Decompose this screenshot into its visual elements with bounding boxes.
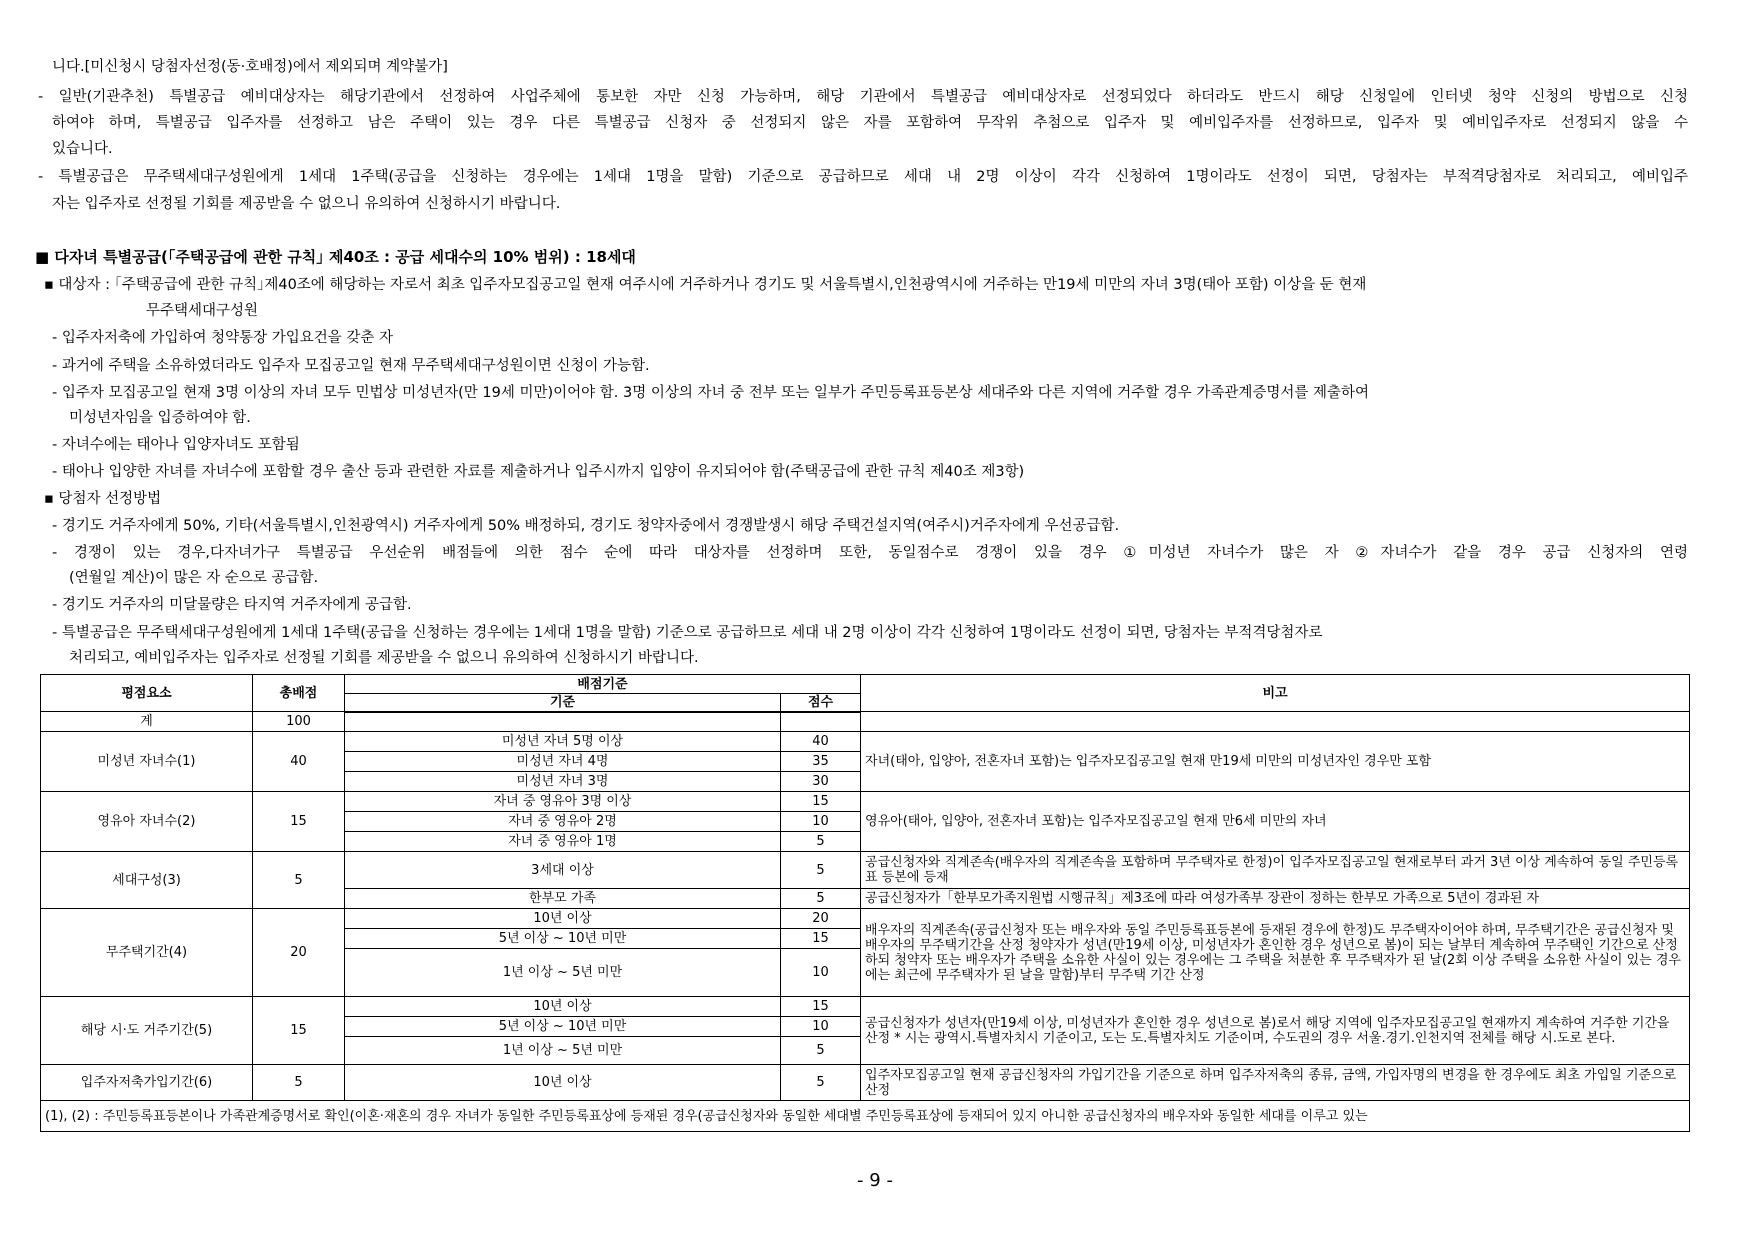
- score-cell: 5: [781, 1037, 861, 1065]
- criteria-cell: 10년 이상: [345, 1065, 781, 1101]
- bullet-line: - 과거에 주택을 소유하였더라도 입주자 모집공고일 현재 무주택세대구성원이면 신청이 가능함.: [52, 358, 650, 374]
- table-footnote: (1), (2) : 주민등록표등본이나 가족관계증명서로 확인(이혼·재혼의 경우 자녀가 동일한 주민등록표상에 등재된 경우(공급신청자와 동일한 세대별 주민등록표상에 등재되어 있지 아니한 공급신청자의 배우자와 동일한 세대를 이루고 있는: [41, 1101, 1690, 1132]
- bullet-line: - 태아나 입양한 자녀를 자녀수에 포함할 경우 출산 등과 관련한 자료를 제출하거나 입주시까지 입양이 유지되어야 함(주택공급에 관한 규칙 제40조 제3항): [52, 464, 1025, 480]
- criteria-cell: 1년 이상 ~ 5년 미만: [345, 1037, 781, 1065]
- selection-heading: ▪ 당첨자 선정방법: [44, 491, 162, 507]
- factor-cell: 입주자저축가입기간(6): [41, 1065, 253, 1101]
- criteria-cell: 5년 이상 ~ 10년 미만: [345, 929, 781, 949]
- total-cell: 40: [253, 732, 345, 792]
- score-cell: 20: [781, 909, 861, 929]
- header-total: 총배점: [253, 675, 345, 712]
- note-cell: 공급신청자가「한부모가족지원법 시행규칙」제3조에 따라 여성가족부 장관이 정하는 한부모 가족으로 5년이 경과된 자: [861, 889, 1690, 909]
- factor-cell: 세대구성(3): [41, 852, 253, 909]
- intro-line: 니다.[미신청시 당첨자선정(동·호배정)에서 제외되며 계약불가]: [52, 59, 448, 75]
- bullet-line: - 특별공급은 무주택세대구성원에게 1세대 1주택(공급을 신청하는 경우에는 1세대 1명을 말함) 기준으로 공급하므로 세대 내 2명 이상이 각각 신청하여 1명이라도 선정이 되면, 당첨자는 부적격당첨자로: [52, 625, 1323, 641]
- note-cell: 자녀(태아, 입양아, 전혼자녀 포함)는 입주자모집공고일 현재 만19세 미만의 미성년자인 경우만 포함: [861, 732, 1690, 792]
- criteria-cell: 한부모 가족: [345, 889, 781, 909]
- factor-cell: 미성년 자녀수(1): [41, 732, 253, 792]
- note-cell: 배우자의 직계존속(공급신청자 또는 배우자와 동일 주민등록표등본에 등재된 경우에 한정)도 무주택자이어야 하며, 무주택기간은 공급신청자 및 배우자의 무주택기간을 산정 청약자가 성년(만19세 이상, 미성년자가 혼인한 경우 성년으로 봄)이 되는 날부터 계속하여 무주택인 기간으로 산정하되 청약자 또는 배우자가 주택을 소유한 사실이 있는 경우에는 그 주택을 처분한 후 무주택자가 된 날(2회 이상 주택을 소유한 사실이 있는 경우에는 최근에 무주택자가 된 날을 말함)부터 무주택 기간 산정: [861, 909, 1690, 997]
- total-cell: 5: [253, 852, 345, 909]
- section-heading: ■ 다자녀 특별공급(｢주택공급에 관한 규칙｣ 제40조 : 공급 세대수의 10% 범위) : 18세대: [35, 248, 636, 266]
- intro-line: 하여야 하며, 특별공급 입주자를 선정하고 남은 주택이 있는 경우 다른 특별공급 신청자 중 선정되지 않은 자를 포함하여 무작위 추첨으로 입주자 및 예비입주자를 선정하므로, 입주자 및 예비입주자로 선정되지 않을 수: [52, 115, 1688, 131]
- bullet-line: - 입주자저축에 가입하여 청약통장 가입요건을 갖춘 자: [52, 330, 394, 346]
- criteria-cell: 미성년 자녀 4명: [345, 752, 781, 772]
- criteria-cell: 10년 이상: [345, 909, 781, 929]
- bullet-line: (연월일 계산)이 많은 자 순으로 공급함.: [69, 570, 319, 586]
- criteria-cell: 1년 이상 ~ 5년 미만: [345, 949, 781, 997]
- score-cell: 5: [781, 832, 861, 852]
- score-cell: 15: [781, 997, 861, 1017]
- intro-line: - 특별공급은 무주택세대구성원에게 1세대 1주택(공급을 신청하는 경우에는 1세대 1명을 말함) 기준으로 공급하므로 세대 내 2명 이상이 각각 신청하여 1명이라도 선정이 되면, 당첨자는 부적격당첨자로 처리되고, 예비입주: [38, 169, 1688, 185]
- table-cell: [861, 712, 1690, 732]
- intro-line: 자는 입주자로 선정될 기회를 제공받을 수 없으니 유의하여 신청하시기 바랍니다.: [52, 196, 561, 212]
- criteria-cell: 3세대 이상: [345, 852, 781, 889]
- score-cell: 5: [781, 889, 861, 909]
- score-cell: 10: [781, 1017, 861, 1037]
- intro-line: - 일반(기관추천) 특별공급 예비대상자는 해당기관에서 선정하여 사업주체에 통보한 자만 신청 가능하며, 해당 기관에서 특별공급 예비대상자로 선정되었다 하더라도 반드시 해당 신청일에 인터넷 청약 신청의 방법으로 신청: [38, 89, 1688, 105]
- total-cell: 15: [253, 997, 345, 1065]
- table-cell: [781, 712, 861, 732]
- bullet-line: 처리되고, 예비입주자는 입주자로 선정될 기회를 제공받을 수 없으니 유의하여 신청하시기 바랍니다.: [69, 650, 699, 666]
- criteria-cell: 10년 이상: [345, 997, 781, 1017]
- score-cell: 10: [781, 812, 861, 832]
- bullet-line: - 경기도 거주자의 미달물량은 타지역 거주자에게 공급함.: [52, 597, 412, 613]
- score-cell: 15: [781, 792, 861, 812]
- criteria-cell: 미성년 자녀 3명: [345, 772, 781, 792]
- target-line: 무주택세대구성원: [146, 303, 259, 319]
- factor-cell: 무주택기간(4): [41, 909, 253, 997]
- score-cell: 40: [781, 732, 861, 752]
- total-cell: 5: [253, 1065, 345, 1101]
- bullet-line: 미성년자임을 입증하여야 함.: [69, 410, 251, 426]
- bullet-line: - 경기도 거주자에게 50%, 기타(서울특별시,인천광역시) 거주자에게 50% 배정하되, 경기도 청약자중에서 경쟁발생시 해당 주택건설지역(여주시)거주자에게 우선공급함.: [52, 518, 1120, 534]
- header-basis: 기준: [345, 694, 781, 712]
- total-cell: 15: [253, 792, 345, 852]
- score-table: [40, 674, 1690, 1132]
- note-cell: 입주자모집공고일 현재 공급신청자의 가입기간을 기준으로 하며 입주자저축의 종류, 금액, 가입자명의 변경을 한 경우에도 최초 가입일 기준으로 산정: [861, 1065, 1690, 1101]
- bullet-line: - 자녀수에는 태아나 입양자녀도 포함됨: [52, 437, 300, 453]
- criteria-cell: 미성년 자녀 5명 이상: [345, 732, 781, 752]
- target-line: ▪ 대상자 : ｢주택공급에 관한 규칙｣제40조에 해당하는 자로서 최초 입주자모집공고일 현재 여주시에 거주하거나 경기도 및 서울특별시,인천광역시에 거주하는 만19세 미만의 자녀 3명(태아 포함) 이상을 둔 현재: [44, 277, 1367, 293]
- note-cell: 영유아(태아, 입양아, 전혼자녀 포함)는 입주자모집공고일 현재 만6세 미만의 자녀: [861, 792, 1690, 852]
- page-number: - 9 -: [857, 1170, 893, 1191]
- sum-total: 100: [253, 712, 345, 732]
- intro-line: 있습니다.: [52, 141, 113, 157]
- header-score: 점수: [781, 694, 861, 712]
- table-cell: [345, 712, 781, 732]
- score-cell: 35: [781, 752, 861, 772]
- header-note: 비고: [861, 675, 1690, 712]
- note-cell: 공급신청자와 직계존속(배우자의 직계존속을 포함하며 무주택자로 한정)이 입주자모집공고일 현재로부터 과거 3년 이상 계속하여 동일 주민등록표 등본에 등재: [861, 852, 1690, 889]
- total-cell: 20: [253, 909, 345, 997]
- score-cell: 15: [781, 929, 861, 949]
- header-factor: 평점요소: [41, 675, 253, 712]
- score-cell: 5: [781, 1065, 861, 1101]
- sum-label: 계: [41, 712, 253, 732]
- score-cell: 5: [781, 852, 861, 889]
- header-criteria: 배점기준: [345, 675, 861, 694]
- criteria-cell: 자녀 중 영유아 3명 이상: [345, 792, 781, 812]
- note-cell: 공급신청자가 성년자(만19세 이상, 미성년자가 혼인한 경우 성년으로 봄)로서 해당 지역에 입주자모집공고일 현재까지 계속하여 거주한 기간을 산정 * 시는 광역시.특별자치시 기준이고, 도는 도.특별자치도 기준이며, 수도권의 경우 서울.경기.인천지역 전체를 해당 시.도로 본다.: [861, 997, 1690, 1065]
- criteria-cell: 자녀 중 영유아 2명: [345, 812, 781, 832]
- criteria-cell: 5년 이상 ~ 10년 미만: [345, 1017, 781, 1037]
- score-cell: 30: [781, 772, 861, 792]
- criteria-cell: 자녀 중 영유아 1명: [345, 832, 781, 852]
- factor-cell: 해당 시·도 거주기간(5): [41, 997, 253, 1065]
- bullet-line: - 입주자 모집공고일 현재 3명 이상의 자녀 모두 민법상 미성년자(만 19세 미만)이어야 함. 3명 이상의 자녀 중 전부 또는 일부가 주민등록표등본상 세대주와 다른 지역에 거주할 경우 가족관계증명서를 제출하여: [52, 385, 1370, 401]
- score-cell: 10: [781, 949, 861, 997]
- bullet-line: - 경쟁이 있는 경우,다자녀가구 특별공급 우선순위 배점들에 의한 점수 순에 따라 대상자를 선정하며 또한, 동일점수로 경쟁이 있을 경우 ①미성년 자녀수가 많은 자 ②자녀수가 같을 경우 공급 신청자의 연령: [52, 545, 1688, 561]
- factor-cell: 영유아 자녀수(2): [41, 792, 253, 852]
